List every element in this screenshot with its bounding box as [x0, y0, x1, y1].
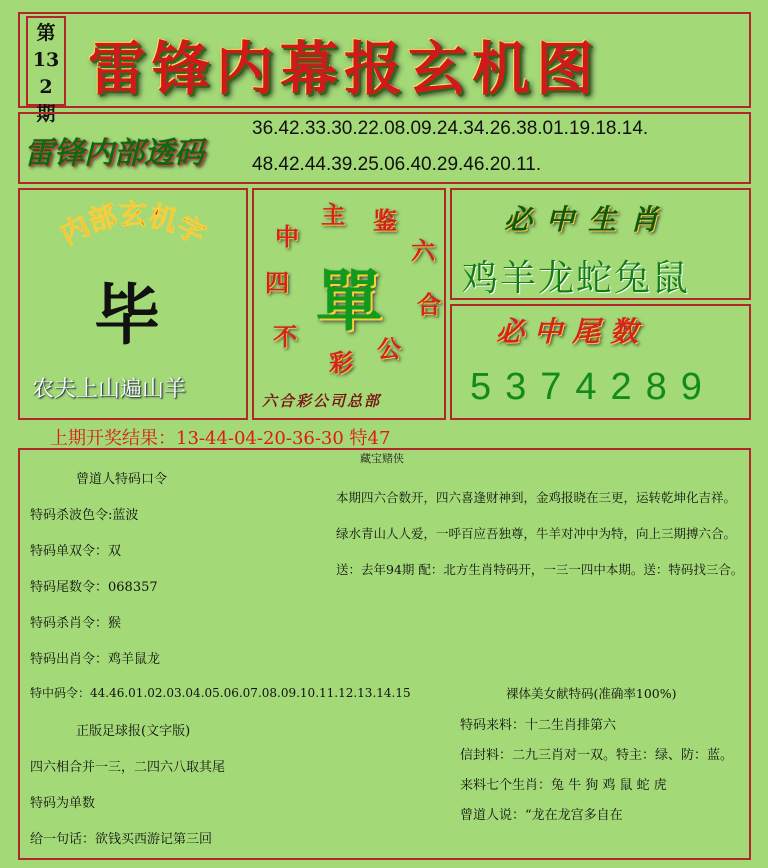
left-line: 特码为单数	[30, 796, 96, 811]
tail-title: 必中尾数	[496, 315, 649, 348]
mystery-arc-label	[20, 190, 246, 270]
ring-char: 四	[265, 268, 289, 297]
right-line: 绿水青山人人爱，一呼百应吾独尊，牛羊对冲中为特，向上三期搏六合。	[336, 526, 737, 541]
left-line: 特中码令：44.46.01.02.03.04.05.06.07.08.09.10.11.12.13.14.15	[30, 686, 411, 700]
center-footer: 六合彩公司总部	[262, 392, 382, 410]
left-line: 特码杀波色令:蓝波	[30, 508, 139, 523]
ring-char: 中	[275, 222, 299, 251]
tail-values: 5374289	[470, 366, 716, 408]
right-line: 送：去年94期 配：北方生肖特码开，一三一四中本期。送：特码找三合。	[336, 562, 744, 577]
svg-text:内部玄机字	[55, 198, 211, 251]
code-line-1: 36.42.33.30.22.08.09.24.34.26.38.01.19.18.14.	[252, 118, 649, 139]
mystery-caption: 农夫上山遍山羊	[32, 377, 187, 402]
page-title: 雷锋内幕报玄机图	[88, 35, 601, 103]
ring-char: 合	[417, 290, 441, 319]
right-line: 本期四六合数开，四六喜逢财神到，金鸡报晓在三更，运转乾坤化吉祥。	[336, 490, 737, 505]
last-result: 上期开奖结果：13-44-04-20-36-30 特47	[50, 428, 391, 449]
right-heading: 裸体美女献特码(准确率100%)	[506, 686, 677, 701]
ring-char: 主	[321, 200, 345, 229]
ring-char: 公	[377, 334, 401, 363]
left-line: 特码单双令：双	[30, 544, 122, 559]
code-label: 雷锋内部透码	[24, 136, 204, 171]
left-line: 特码出肖令：鸡羊鼠龙	[30, 652, 161, 667]
zodiac-title: 必中生肖	[504, 203, 673, 236]
left-line: 特码杀肖令：猴	[30, 616, 122, 631]
left-heading: 曾道人特码口令	[76, 472, 168, 487]
ring-char: 彩	[329, 348, 353, 377]
bottom-top-label: 藏宝赌侠	[360, 452, 404, 465]
ring-char: 六	[411, 236, 435, 265]
right-line: 信封料：二九三肖对一双。特主：绿、防：蓝。	[460, 748, 734, 763]
code-line-2: 48.42.44.39.25.06.40.29.46.20.11.	[252, 154, 542, 175]
left-line: 特码尾数令：068357	[30, 580, 158, 595]
zodiac-values: 鸡羊龙蛇兔鼠	[462, 258, 691, 299]
left-line: 给一句话：欲钱买西游记第三回	[30, 832, 213, 847]
center-big-char: 單	[316, 262, 382, 340]
arc-label-text: 内部玄机字	[54, 198, 212, 252]
ring-char: 不	[273, 322, 297, 351]
right-line: 曾道人说：“龙在龙宫多自在	[460, 808, 623, 823]
left-line: 四六相合并一三，二四六八取其尾	[30, 760, 226, 775]
issue-label: 第132期	[32, 22, 60, 125]
ring-char: 鉴	[373, 206, 397, 235]
left-sub-heading: 正版足球报(文字版)	[76, 724, 191, 739]
mystery-char: 毕	[94, 276, 160, 354]
right-line: 特码来料：十二生肖排第六	[460, 718, 617, 733]
right-line: 来料七个生肖：兔 牛 狗 鸡 鼠 蛇 虎	[460, 778, 667, 793]
mystery-arc-svg	[20, 190, 246, 270]
